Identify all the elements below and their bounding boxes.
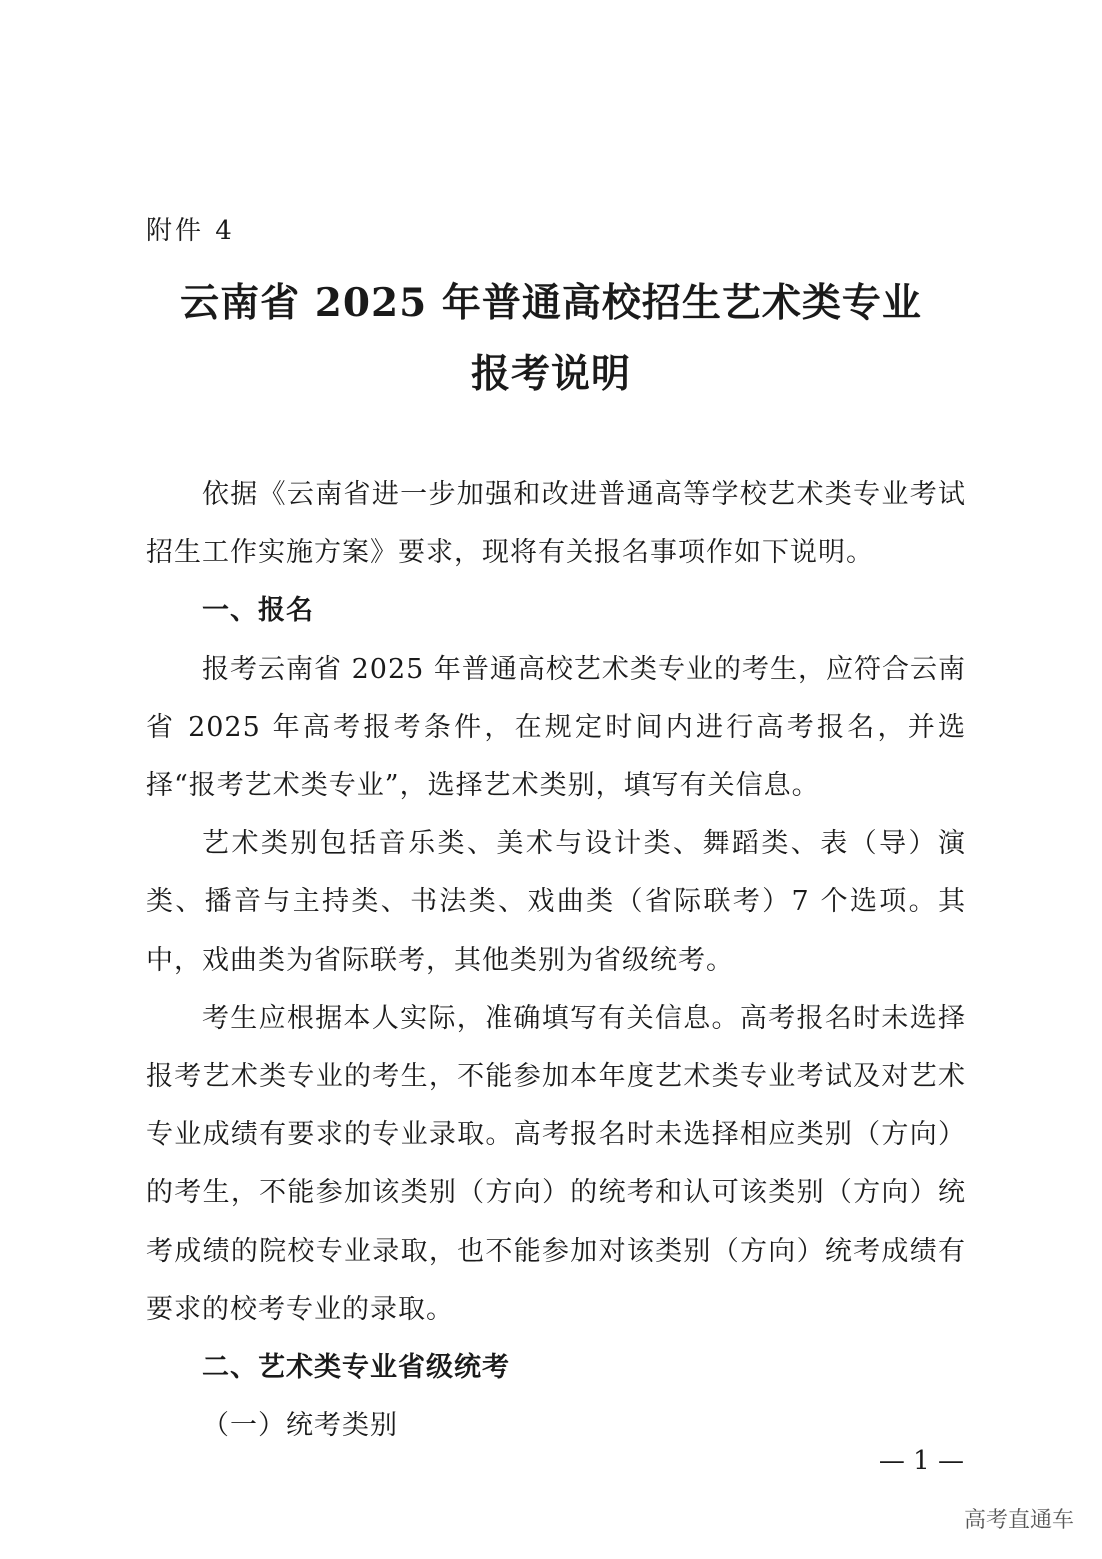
attachment-label: 附件 4 [146, 216, 235, 246]
page-number: — 1 — [878, 1446, 964, 1476]
document-title-line2: 报考说明 [470, 351, 631, 397]
intro-paragraph: 依据《云南省进一步加强和改进普通高等学校艺术类专业考试招生工作实施方案》要求，现将有关报名事项作如下说明。 [146, 479, 966, 569]
subsection-heading: （一）统考类别 [202, 1410, 398, 1442]
section-heading-provincial-exam: 二、艺术类专业省级统考 [202, 1352, 510, 1384]
section-heading-registration: 一、报名 [202, 595, 314, 627]
paragraph: 艺术类别包括音乐类、美术与设计类、舞蹈类、表（导）演类、播音与主持类、书法类、戏曲类（省际联考）7 个选项。其中，戏曲类为省际联考，其他类别为省级统考。 [146, 828, 966, 976]
paragraph: 报考云南省 2025 年普通高校艺术类专业的考生，应符合云南省 2025 年高考报考条件，在规定时间内进行高考报名，并选择“报考艺术类专业”，选择艺术类别，填写有关信息。 [146, 653, 966, 802]
paragraph: 考生应根据本人实际，准确填写有关信息。高考报名时未选择报考艺术类专业的考生，不能参加本年度艺术类专业考试及对艺术专业成绩有要求的专业录取。高考报名时未选择相应类别（方向）的考生，不能参加该类别（方向）的统考和认可该类别（方向）统考成绩的院校专业录取，也不能参加对该类别（方向）统考成绩有要求的校考专业的录取。 [146, 1002, 966, 1325]
document-body [146, 466, 966, 1455]
document-title: 云南省 2025 年普通高校招生艺术类专业 [180, 280, 922, 326]
watermark: 高考直通车 [963, 1508, 1074, 1533]
